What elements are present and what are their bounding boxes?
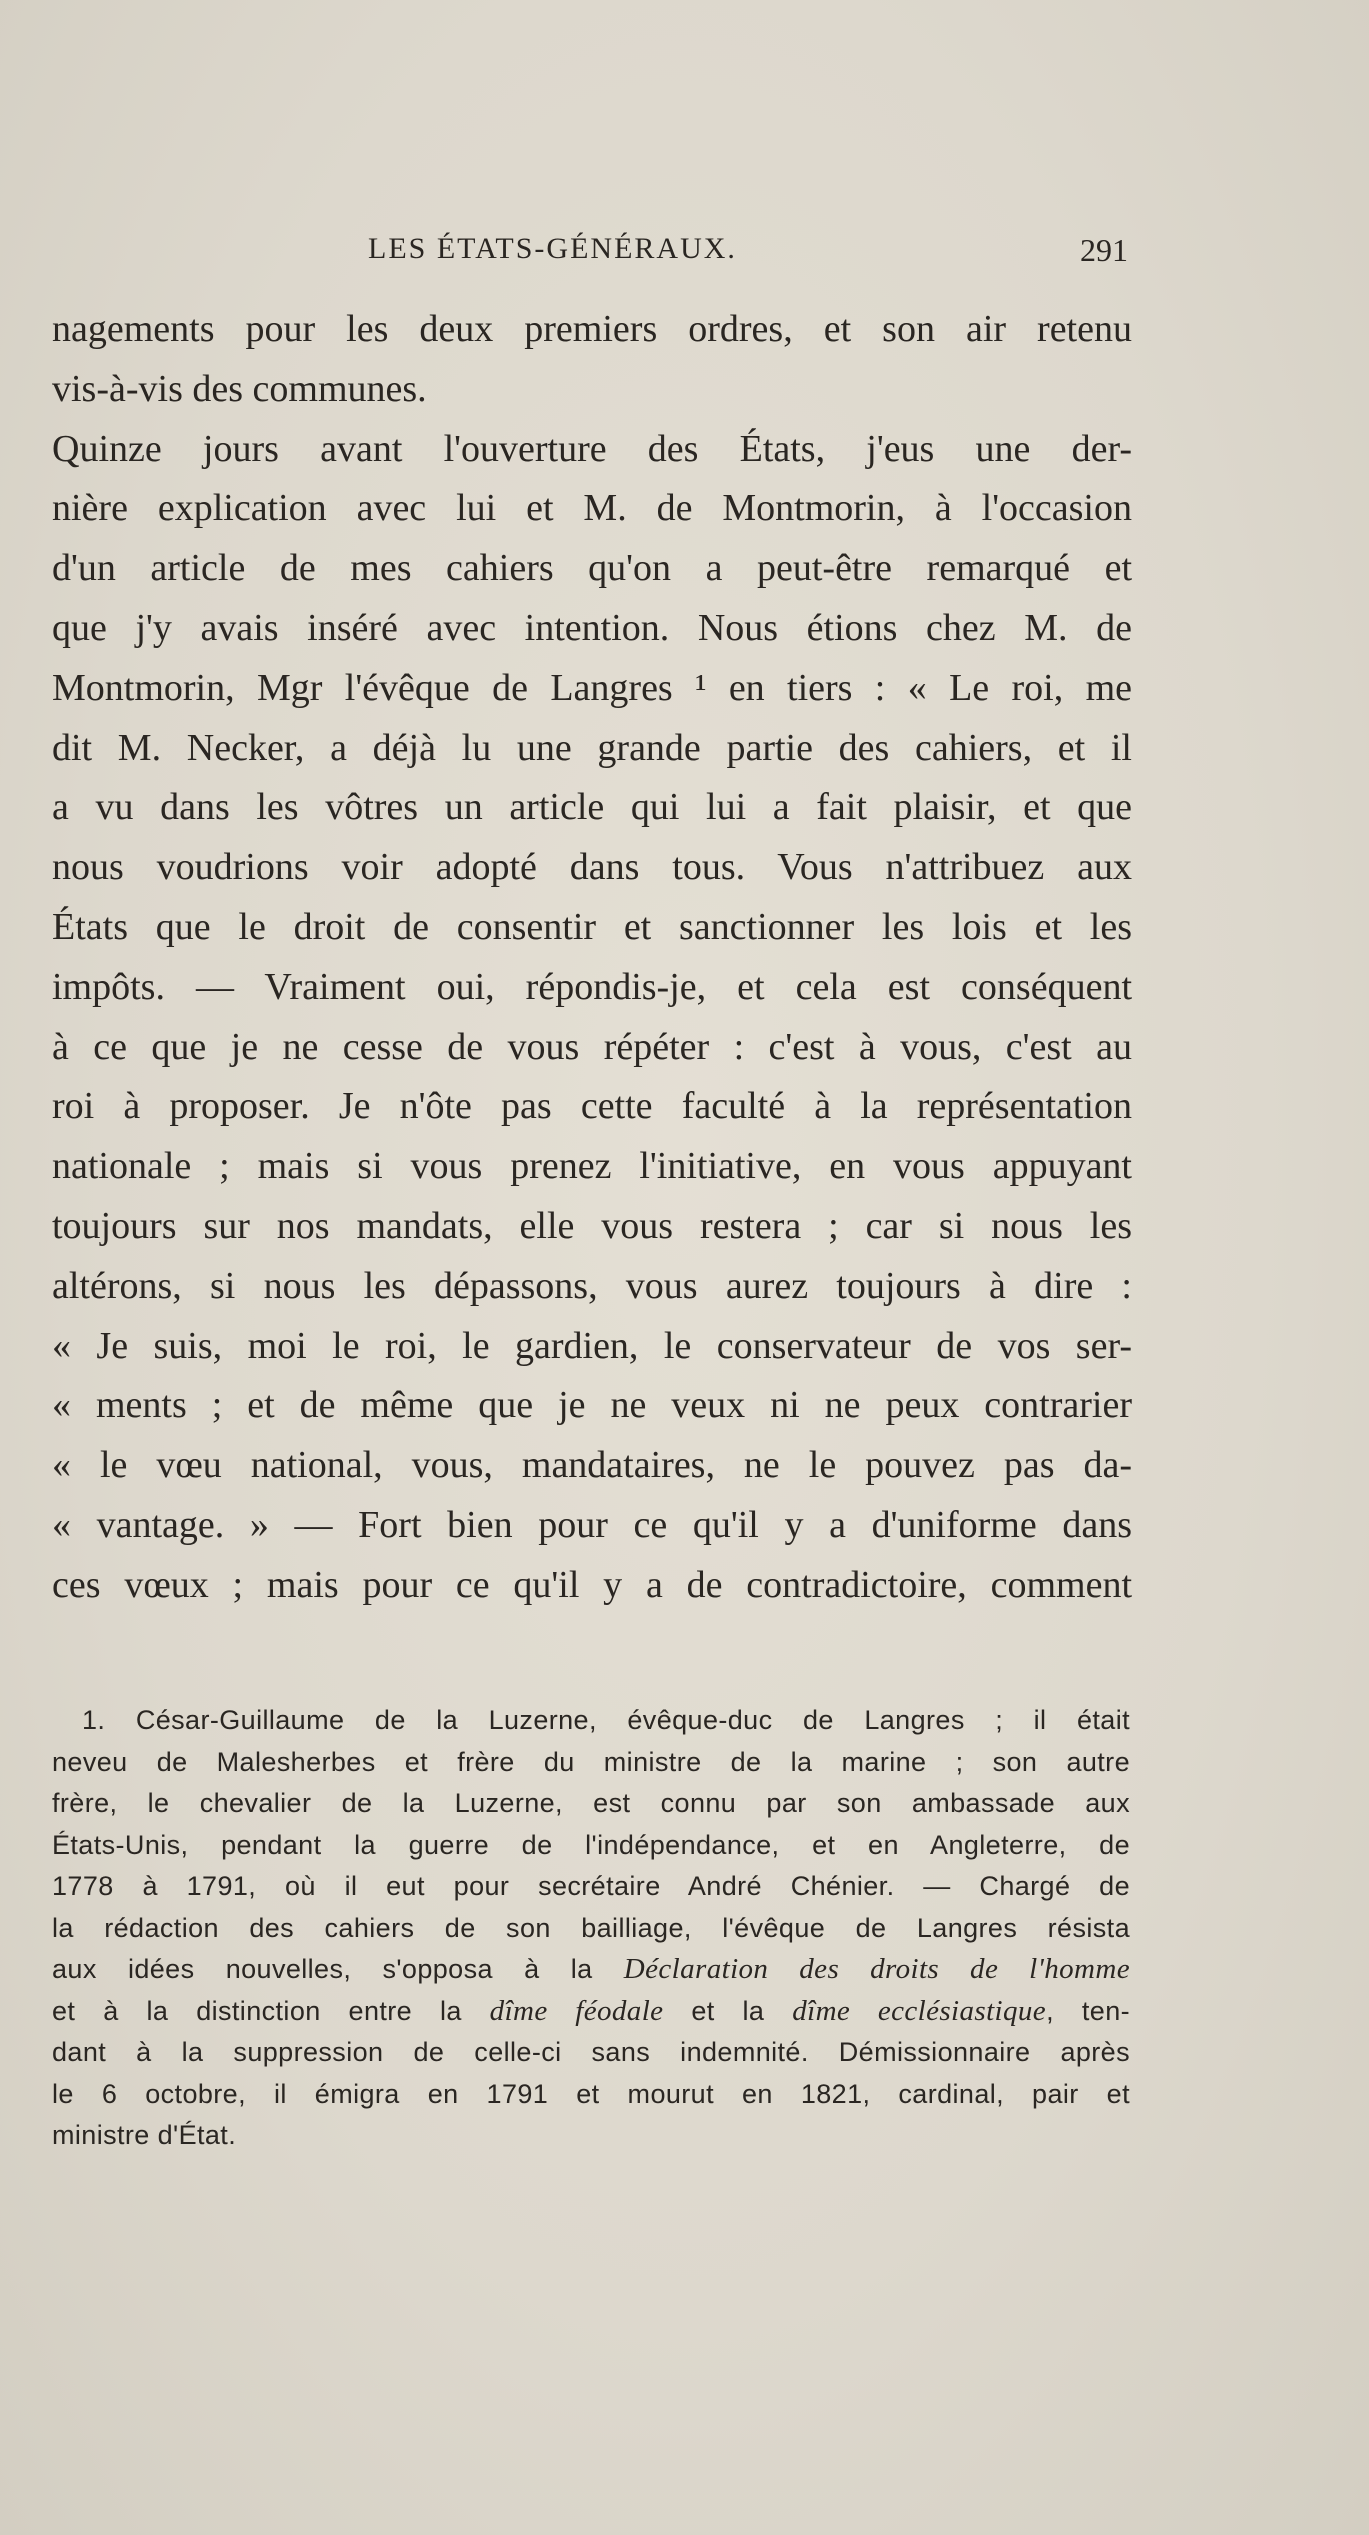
footnote-line [52,1825,1130,1867]
text-line: « Je suis, moi le roi, le gardien, le conservateur de vos ser- [52,1324,1132,1367]
main-text [52,300,1132,1616]
text-line: « ments ; et de même que je ne veux ni ne peux contrarier [52,1384,1132,1427]
text-line: Montmorin, Mgr l'évêque de Langres ¹ en tiers : « Le roi, me [52,666,1132,709]
footnote-line [52,1949,1130,1991]
footnote-italic-title: Déclaration des droits de l'homme [623,1953,1131,1985]
footnote-line [52,1783,1130,1825]
text-line: « vantage. » — Fort bien pour ce qu'il y a d'uniforme dans [52,1503,1132,1546]
footnote-text: neveu de Malesherbes et frère du ministre de la marine ; son autre [52,1746,1130,1777]
running-title: LES ÉTATS-GÉNÉRAUX. [368,232,737,265]
text-line: roi à proposer. Je n'ôte pas cette faculté à la représentation [52,1085,1132,1128]
text-line: États que le droit de consentir et sanctionner les lois et les [52,905,1132,948]
text-line: Quinze jours avant l'ouverture des États, j'eus une der- [52,427,1132,470]
text-line: impôts. — Vraiment oui, répondis-je, et cela est conséquent [52,965,1132,1008]
footnote-text: 1778 à 1791, où il eut pour secrétaire André Chénier. — Chargé de [52,1871,1130,1901]
footnote-line [52,1742,1130,1784]
text-line: que j'y avais inséré avec intention. Nous étions chez M. de [52,606,1132,649]
footnote-line [52,1908,1130,1950]
page-number: 291 [1080,232,1128,268]
footnote-line [52,2032,1130,2074]
text-line: ces vœux ; mais pour ce qu'il y a de contradictoire, comment [52,1563,1132,1606]
footnote-line [52,2074,1130,2116]
text-line: d'un article de mes cahiers qu'on a peut-être remarqué et [52,547,1132,590]
footnote-line [52,1991,1130,2033]
text-line: à ce que je ne cesse de vous répéter : c'est à vous, c'est au [52,1025,1132,1068]
footnote-line [52,1700,1130,1742]
footnote-text: 1. César-Guillaume de la Luzerne, évêque-duc de Langres ; il était [82,1705,1130,1735]
text-line: altérons, si nous les dépassons, vous aurez toujours à dire : [52,1264,1132,1307]
footnote-text: frère, le chevalier de la Luzerne, est connu par son ambassade aux [52,1788,1130,1818]
footnote-text: aux idées nouvelles, s'opposa à la [52,1954,624,1984]
text-line: vis-à-vis des communes. [52,367,427,410]
footnote-text: la rédaction des cahiers de son bailliage, l'évêque de Langres résista [52,1912,1130,1943]
text-line: toujours sur nos mandats, elle vous restera ; car si nous les [52,1204,1132,1247]
footnote-text: et la [663,1995,793,2026]
text-line: nationale ; mais si vous prenez l'initiative, en vous appuyant [52,1145,1132,1188]
footnote-text: le 6 octobre, il émigra en 1791 et mourut en 1821, cardinal, pair et [52,2078,1130,2109]
text-line: nière explication avec lui et M. de Montmorin, à l'occasion [52,487,1132,530]
text-line: nous voudrions voir adopté dans tous. Vous n'attribuez aux [52,846,1132,889]
text-line: dit M. Necker, a déjà lu une grande partie des cahiers, et il [52,726,1132,769]
footnote-text: États-Unis, pendant la guerre de l'indépendance, et en Angleterre, de [52,1829,1130,1860]
page-header [368,232,1128,280]
footnote-italic-term: dîme féodale [489,1994,664,2027]
text-line: nagements pour les deux premiers ordres, et son air retenu [52,308,1132,350]
footnote-text: et à la distinction entre la [52,1995,490,2026]
text-line: a vu dans les vôtres un article qui lui a fait plaisir, et que [52,786,1132,829]
footnote-line [52,2115,1130,2157]
footnote-line [52,1866,1130,1908]
footnote-text: ministre d'État. [52,2120,237,2150]
footnote-text: , ten- [1046,1995,1131,2026]
footnote [52,1700,1130,2157]
footnote-italic-term: dîme ecclésiastique [792,1994,1047,2027]
text-line: « le vœu national, vous, mandataires, ne le pouvez pas da- [52,1444,1132,1487]
footnote-text: dant à la suppression de celle-ci sans indemnité. Démissionnaire après [52,2037,1130,2067]
